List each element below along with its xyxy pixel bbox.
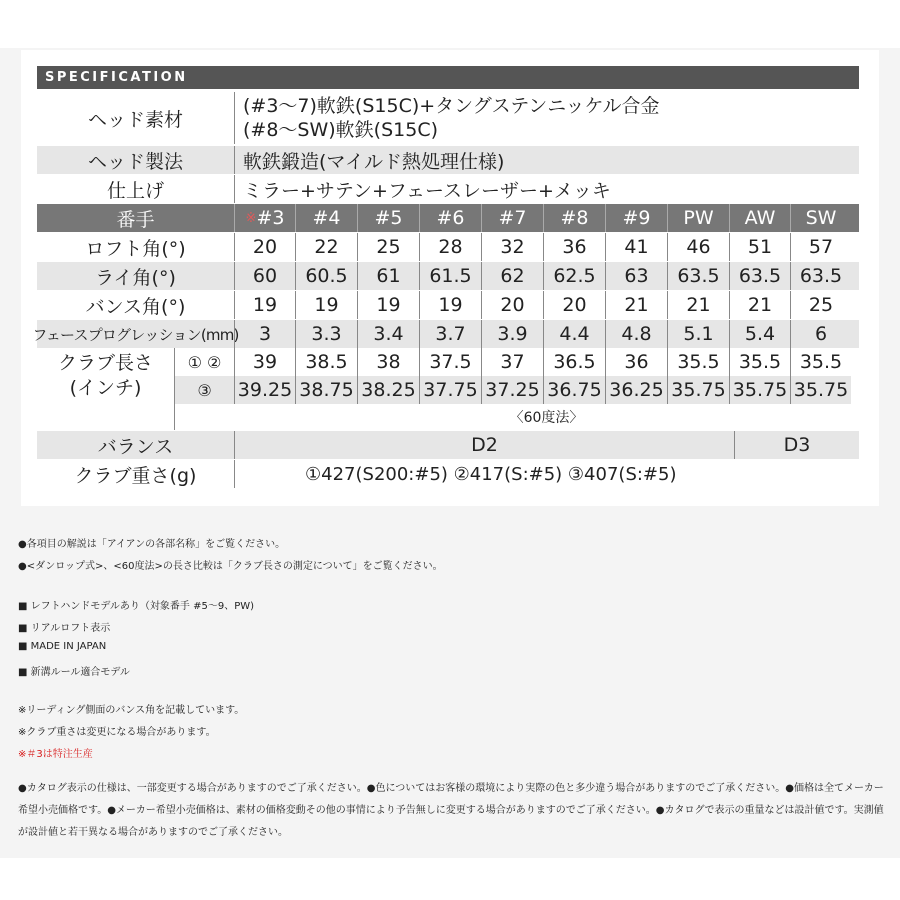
club-length-values1-cell: 37 — [481, 348, 543, 376]
value-head-material — [234, 92, 859, 144]
label-bounce: バンス角(°) — [85, 295, 186, 318]
head-material-line1: (#3〜7)軟鉄(S15C)+タングステンニッケル合金 — [243, 95, 660, 117]
loft-values-cell: 25 — [357, 233, 419, 261]
lie-values-cell: 63.5 — [729, 262, 790, 290]
label-loft: ロフト角(°) — [85, 237, 186, 260]
balance-value-d2: D2 — [234, 431, 734, 459]
row-club-length — [37, 348, 859, 404]
label-lie: ライ角(°) — [95, 266, 176, 289]
progression-values-cell: 5.4 — [729, 320, 790, 348]
bounce-values-cell: 19 — [234, 291, 295, 319]
club-length-values1-cell: 35.5 — [667, 348, 729, 376]
label-club-length — [37, 348, 174, 404]
club-length-values1-cell: 37.5 — [419, 348, 481, 376]
club-length-label: クラブ長さ — [57, 352, 153, 374]
club-length-sub2: ③ — [174, 376, 234, 404]
progression-values-cell: 3.7 — [419, 320, 481, 348]
spec-header: SPECIFICATION — [37, 66, 859, 89]
number-header-cell: #4 — [295, 204, 357, 232]
number-header-cell: SW — [790, 204, 851, 232]
feature-1: ■ レフトハンドモデルあり（対象番手 #5〜9、PW) — [18, 601, 255, 612]
row-loft — [37, 233, 859, 261]
lie-values-cell: 62 — [481, 262, 543, 290]
club-length-values2-cell: 37.75 — [419, 376, 481, 404]
row-numbers — [37, 204, 859, 232]
club-length-values2-cell: 39.25 — [234, 376, 295, 404]
remark-1: ※リーディング側面のバンス角を記載しています。 — [18, 705, 245, 716]
lie-values-cell: 63 — [605, 262, 667, 290]
weight-value: ①427(S200:#5) ②417(S:#5) ③407(S:#5) — [234, 460, 859, 488]
progression-values-cell: 3.9 — [481, 320, 543, 348]
note-2: ●<ダンロップ式>、<60度法>の長さ比較は「クラブ長さの測定について」をご覧ください。 — [18, 561, 443, 572]
loft-values-cell: 20 — [234, 233, 295, 261]
note-1: ●各項目の解説は「アイアンの各部名称」をご覧ください。 — [18, 539, 286, 550]
remark-2: ※クラブ重さは変更になる場合があります。 — [18, 727, 216, 738]
club-length-values2-cell: 36.25 — [605, 376, 667, 404]
club-length-values2-cell: 35.75 — [729, 376, 790, 404]
lie-values-cell: 63.5 — [790, 262, 851, 290]
value-head-method: 軟鉄鍛造(マイルド熱処理仕様) — [234, 146, 859, 174]
lie-values-cell: 60 — [234, 262, 295, 290]
number-header-cell: #7 — [481, 204, 543, 232]
number-header-cell: AW — [729, 204, 790, 232]
label-numbers: 番手 — [116, 208, 155, 231]
label-finish: 仕上げ — [106, 179, 164, 202]
club-length-method: 〈60度法〉 — [509, 410, 584, 426]
bounce-values-cell: 19 — [357, 291, 419, 319]
loft-values-cell: 57 — [790, 233, 851, 261]
feature-3: ■ MADE IN JAPAN — [18, 641, 107, 652]
label-head-method: ヘッド製法 — [87, 150, 183, 173]
label-balance: バランス — [97, 435, 174, 458]
club-length-values1-cell: 38.5 — [295, 348, 357, 376]
number-header-cell: #8 — [543, 204, 605, 232]
progression-values-cell: 3 — [234, 320, 295, 348]
special-order-mark: ※ — [245, 210, 257, 226]
progression-values-cell: 6 — [790, 320, 851, 348]
head-material-line2: (#8〜SW)軟鉄(S15C) — [243, 119, 439, 141]
method-spacer — [174, 404, 234, 430]
loft-values-cell: 28 — [419, 233, 481, 261]
lie-values-cell: 61.5 — [419, 262, 481, 290]
number-label: #3 — [256, 207, 285, 229]
bounce-values-cell: 20 — [543, 291, 605, 319]
loft-values-cell: 36 — [543, 233, 605, 261]
loft-values-cell: 32 — [481, 233, 543, 261]
special-order-note: ※＃3は特注生産 — [18, 749, 93, 760]
loft-values-cell: 46 — [667, 233, 729, 261]
row-balance — [37, 431, 859, 459]
bounce-values-cell: 20 — [481, 291, 543, 319]
number-header-cell: #9 — [605, 204, 667, 232]
number-header-cell: #5 — [357, 204, 419, 232]
club-length-values1-cell: 39 — [234, 348, 295, 376]
row-finish — [37, 175, 859, 203]
club-length-values1-cell: 36 — [605, 348, 667, 376]
club-length-values1-cell: 36.5 — [543, 348, 605, 376]
row-progression — [32, 320, 859, 348]
club-length-values2-cell: 38.75 — [295, 376, 357, 404]
progression-values-cell: 5.1 — [667, 320, 729, 348]
progression-values-cell: 3.3 — [295, 320, 357, 348]
loft-values-cell: 51 — [729, 233, 790, 261]
club-length-values2-cell: 36.75 — [543, 376, 605, 404]
club-length-values1-cell: 35.5 — [790, 348, 851, 376]
bounce-values-cell: 21 — [667, 291, 729, 319]
club-length-values2-cell: 37.25 — [481, 376, 543, 404]
club-length-unit: (インチ) — [69, 377, 142, 399]
number-header-cell: PW — [667, 204, 729, 232]
label-head-material: ヘッド素材 — [87, 108, 183, 131]
progression-values-cell: 4.4 — [543, 320, 605, 348]
bounce-values-cell: 21 — [729, 291, 790, 319]
value-finish: ミラー+サテン+フェースレーザー+メッキ — [234, 175, 859, 203]
label-progression: フェースプログレッション(mm) — [32, 325, 239, 344]
label-weight: クラブ重さ(g) — [74, 464, 197, 487]
progression-values-cell: 4.8 — [605, 320, 667, 348]
club-length-values2-cell: 35.75 — [790, 376, 851, 404]
row-bounce — [37, 291, 859, 319]
club-length-sub1: ① ② — [174, 348, 234, 376]
loft-values-cell: 41 — [605, 233, 667, 261]
number-header-cell: #6 — [419, 204, 481, 232]
row-head-method — [37, 146, 859, 174]
row-method — [37, 404, 859, 430]
lie-values-cell: 62.5 — [543, 262, 605, 290]
number-header-cell — [234, 204, 295, 232]
bounce-values-cell: 21 — [605, 291, 667, 319]
row-lie — [37, 262, 859, 290]
catalog-note: ●カタログ表示の仕様は、一部変更する場合がありますのでご了承ください。●色についてはお客様の環境により実際の色と多少違う場合がありますのでご了承ください。●価格は全てメーカー希望小売価格です。●メーカー希望小売価格は、素材の価格変動その他の事情により予告無しに変更する場合がありますのでご了承ください。●カタログで表示の重量などは設計値です。実測値が設計値と若干異なる場合がありますのでご了承ください。 — [18, 783, 884, 838]
lie-values-cell: 63.5 — [667, 262, 729, 290]
bounce-values-cell: 25 — [790, 291, 851, 319]
balance-value-d3: D3 — [734, 431, 859, 459]
bounce-values-cell: 19 — [295, 291, 357, 319]
feature-4: ■ 新溝ルール適合モデル — [18, 667, 130, 678]
club-length-values1-cell: 38 — [357, 348, 419, 376]
lie-values-cell: 60.5 — [295, 262, 357, 290]
feature-2: ■ リアルロフト表示 — [18, 623, 111, 634]
row-weight — [37, 460, 859, 488]
loft-values-cell: 22 — [295, 233, 357, 261]
bounce-values-cell: 19 — [419, 291, 481, 319]
club-length-values1-cell: 35.5 — [729, 348, 790, 376]
row-head-material — [37, 92, 859, 144]
progression-values-cell: 3.4 — [357, 320, 419, 348]
club-length-values2-cell: 38.25 — [357, 376, 419, 404]
lie-values-cell: 61 — [357, 262, 419, 290]
club-length-values2-cell: 35.75 — [667, 376, 729, 404]
